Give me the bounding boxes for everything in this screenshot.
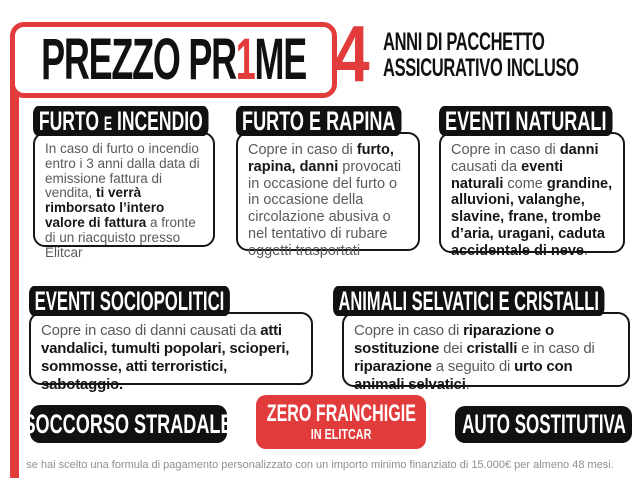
badge-auto-sostitutiva-label: AUTO SOSTITUTIVA xyxy=(461,409,626,439)
title-box xyxy=(10,22,337,98)
card-furto-incendio-title: FURTO e INCENDIO xyxy=(33,106,209,136)
page-title: PREZZO PR1ME xyxy=(41,27,306,92)
card-animali-cristalli-body: Copre in caso di riparazione o sostituzione dei cristalli e in caso di riparazione a seguito di urto con animali selvatici. xyxy=(342,312,630,387)
badge-zero-franchigie xyxy=(256,395,426,449)
card-eventi-sociopolitici-title: EVENTI SOCIOPOLITICI xyxy=(29,286,230,316)
badge-auto-sostitutiva xyxy=(455,406,632,443)
card-furto-rapina-title: FURTO E RAPINA xyxy=(236,106,402,136)
card-eventi-naturali-body: Copre in caso di danni causati da eventi naturali come grandine, alluvioni, valanghe, slavine, frane, trombe d’aria, uragani, caduta accidentale di neve. xyxy=(439,132,625,253)
badge-soccorso-stradale xyxy=(23,405,234,443)
badge-zero-franchigie-line1: ZERO FRANCHIGIE xyxy=(266,400,416,427)
years-number: 4 xyxy=(334,9,370,98)
card-eventi-sociopolitici-body: Copre in caso di danni causati da atti vandalici, tumulti popolari, scioperi, sommosse, atti terroristici, sabotaggio. xyxy=(29,312,313,385)
card-furto-rapina-body: Copre in caso di furto, rapina, danni provocati in occasione del furto o in occasione della circolazione abusiva o nel tentativo di rubare oggetti trasportati xyxy=(236,132,420,251)
title-subtitle xyxy=(383,29,640,81)
badge-zero-franchigie-line2: IN ELITCAR xyxy=(310,426,372,443)
card-eventi-naturali-title: EVENTI NATURALI xyxy=(439,106,613,136)
card-furto-incendio-body: In caso di furto o incendio entro i 3 anni dalla data di emissione fattura di vendita, ti verrà rimborsato l’intero valore di fattura a fronte di un riacquisto presso Elitcar xyxy=(33,132,215,247)
subtitle-line-2: ASSICURATIVO INCLUSO xyxy=(383,54,579,82)
subtitle-line-1: ANNI DI PACCHETTO xyxy=(383,28,545,56)
card-animali-cristalli-title: ANIMALI SELVATICI E CRISTALLI xyxy=(333,286,604,316)
card-eventi-sociopolitici xyxy=(29,286,313,393)
disclaimer-text: se hai scelto una formula di pagamento personalizzato con un importo minimo finanziato di 15.000€ per almeno 48 mesi. xyxy=(26,459,614,471)
card-animali-cristalli xyxy=(333,286,630,393)
card-furto-rapina xyxy=(236,106,420,259)
badge-soccorso-stradale-label: SOCCORSO STRADALE xyxy=(23,408,234,439)
card-furto-incendio xyxy=(33,106,215,260)
card-eventi-naturali xyxy=(439,106,625,259)
left-accent-line xyxy=(10,55,19,478)
